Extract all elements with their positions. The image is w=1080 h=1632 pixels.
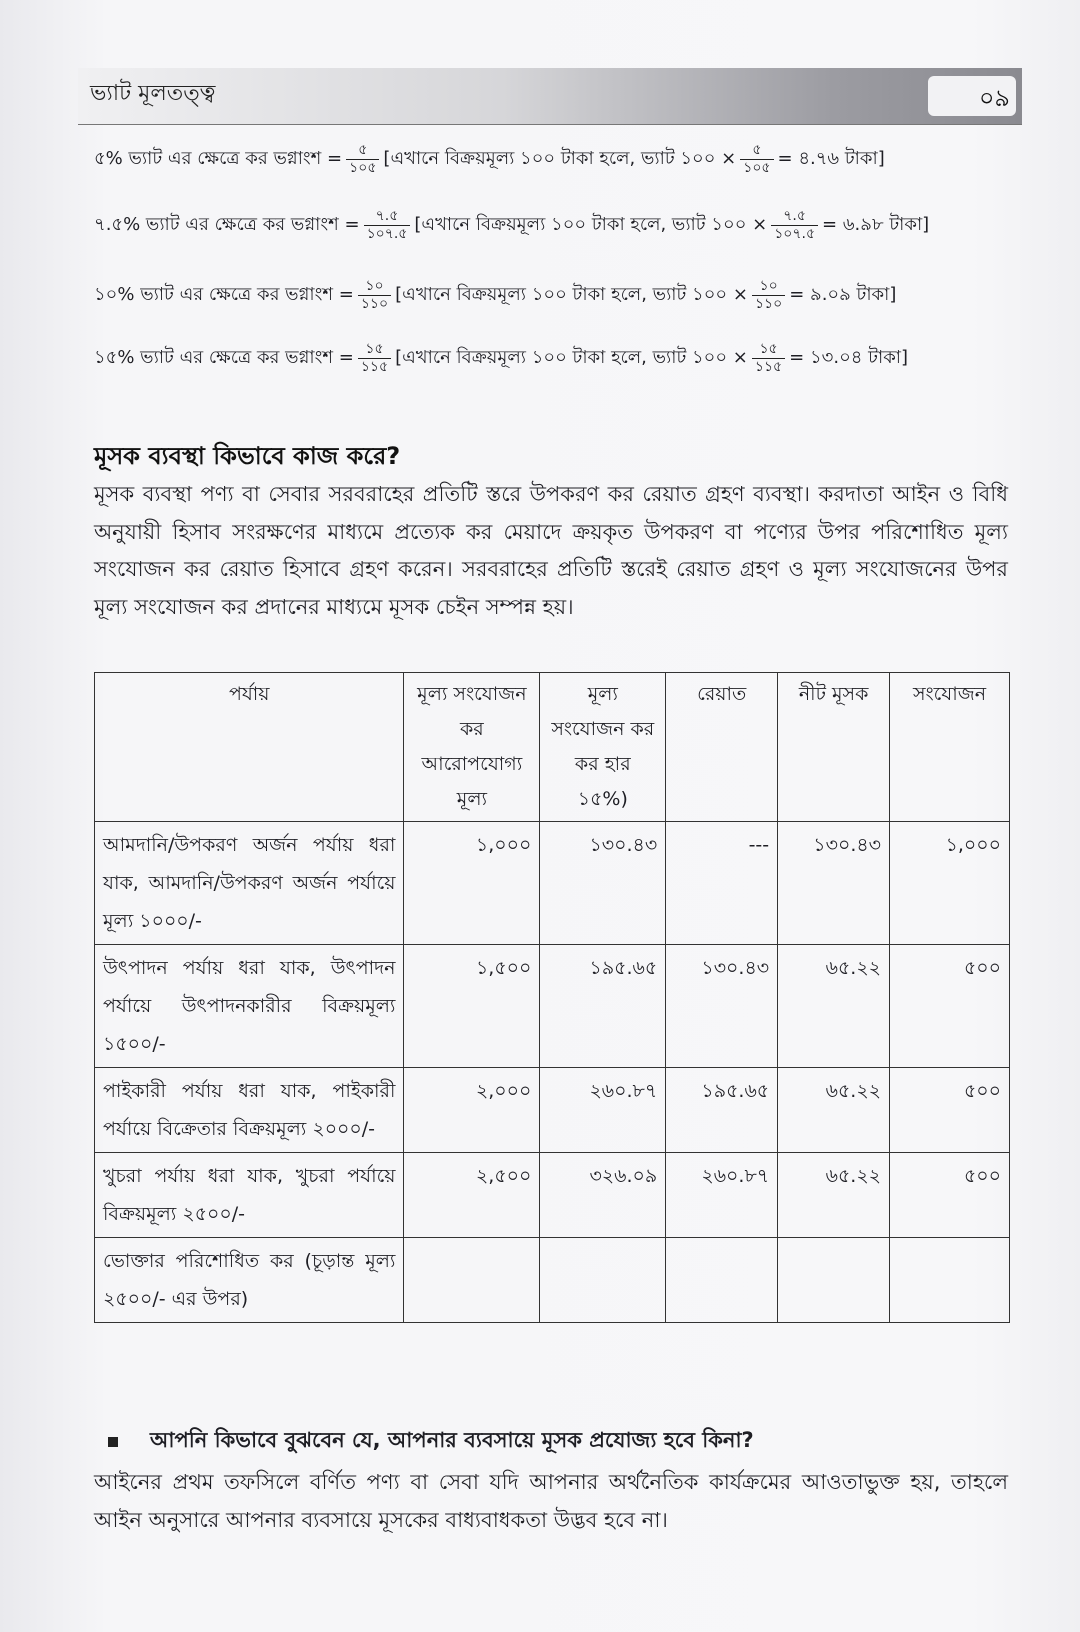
vat-cell: ১৩০.৪৩: [540, 822, 666, 945]
fraction: [752, 278, 785, 313]
section-heading: মূসক ব্যবস্থা কিভাবে কাজ করে?: [94, 442, 401, 470]
column-header: মূল্য সংযোজন কর কর হার ১৫%): [540, 673, 666, 822]
fraction-denominator: ১১০: [752, 295, 785, 313]
net-vat-cell: [778, 1238, 890, 1323]
fraction-numerator: ৫: [358, 141, 368, 158]
running-header-bar: [78, 68, 1022, 125]
fraction: [364, 208, 411, 243]
rebate-cell: ---: [666, 822, 778, 945]
question-text: আপনি কিভাবে বুঝবেন যে, আপনার ব্যবসায়ে মূসক প্রযোজ্য হবে কিনা?: [150, 1428, 754, 1452]
fraction-denominator: ১০৫: [346, 159, 379, 177]
rebate-cell: ১৯৫.৬৫: [666, 1068, 778, 1153]
net-vat-cell: ১৩০.৪৩: [778, 822, 890, 945]
addition-cell: ১,০০০: [890, 822, 1010, 945]
formula-explanation: [এখানে বিক্রয়মূল্য ১০০ টাকা হলে, ভ্যাট ১০০ ×: [395, 283, 748, 305]
rebate-cell: ১৩০.৪৩: [666, 945, 778, 1068]
stage-cell: ভোক্তার পরিশোধিত কর (চূড়ান্ত মূল্য ২৫০০/- এর উপর): [95, 1238, 404, 1323]
fraction-numerator: ১৫: [759, 340, 778, 357]
net-vat-cell: ৬৫.২২: [778, 945, 890, 1068]
fraction: [346, 142, 379, 177]
fraction-denominator: ১০৭.৫: [771, 225, 818, 243]
table-header-row: [95, 673, 1010, 822]
value-cell: [404, 1238, 540, 1323]
formula-result: = ৬.৯৮ টাকা]: [822, 213, 930, 235]
fraction: [752, 341, 785, 376]
table-row: [95, 822, 1010, 945]
formula-result: = ৯.০৯ টাকা]: [789, 283, 897, 305]
formula-result: = ১৩.০৪ টাকা]: [789, 346, 909, 368]
fraction-denominator: ১১৫: [752, 358, 785, 376]
fraction-denominator: ১০৭.৫: [364, 225, 411, 243]
formula-line: [94, 134, 885, 184]
fraction: [358, 278, 391, 313]
formula-line: [94, 333, 908, 383]
page-number: ০৯: [978, 84, 1010, 112]
rebate-cell: ২৬০.৮৭: [666, 1153, 778, 1238]
formula-line: [94, 200, 929, 250]
fraction-numerator: ১০: [365, 277, 384, 294]
net-vat-cell: ৬৫.২২: [778, 1153, 890, 1238]
addition-cell: ৫০০: [890, 1153, 1010, 1238]
stage-cell: খুচরা পর্যায় ধরা যাক, খুচরা পর্যায়ে বিক্রয়মূল্য ২৫০০/-: [95, 1153, 404, 1238]
running-header-title: ভ্যাট মূলতত্ত্ব: [90, 81, 216, 106]
addition-cell: ৫০০: [890, 945, 1010, 1068]
vat-cell: ২৬০.৮৭: [540, 1068, 666, 1153]
formula-explanation: [এখানে বিক্রয়মূল্য ১০০ টাকা হলে, ভ্যাট ১০০ ×: [395, 346, 748, 368]
formula-prefix: ৫% ভ্যাট এর ক্ষেত্রে কর ভগ্নাংশ =: [94, 147, 343, 169]
bullet-square-icon: [108, 1437, 118, 1447]
formula-explanation: [এখানে বিক্রয়মূল্য ১০০ টাকা হলে, ভ্যাট ১০০ ×: [414, 213, 768, 235]
addition-cell: [890, 1238, 1010, 1323]
column-header: মূল্য সংযোজন কর আরোপযোগ্য মূল্য: [404, 673, 540, 822]
rebate-cell: [666, 1238, 778, 1323]
stage-cell: পাইকারী পর্যায় ধরা যাক, পাইকারী পর্যায়ে বিক্রেতার বিক্রয়মূল্য ২০০০/-: [95, 1068, 404, 1153]
fraction-denominator: ১১৫: [358, 358, 391, 376]
stage-cell: উৎপাদন পর্যায় ধরা যাক, উৎপাদন পর্যায়ে উৎপাদনকারীর বিক্রয়মূল্য ১৫০০/-: [95, 945, 404, 1068]
net-vat-cell: ৬৫.২২: [778, 1068, 890, 1153]
table-row: [95, 945, 1010, 1068]
vat-cell: ৩২৬.০৯: [540, 1153, 666, 1238]
answer-paragraph: আইনের প্রথম তফসিলে বর্ণিত পণ্য বা সেবা যদি আপনার অর্থনৈতিক কার্যক্রমের আওতাভুক্ত হয়, তাহলে আইন অনুসারে আপনার ব্যবসায়ে মূসকের বাধ্যবাধকতা উদ্ভব হবে না।: [94, 1470, 1008, 1532]
value-cell: ২,০০০: [404, 1068, 540, 1153]
value-cell: ২,৫০০: [404, 1153, 540, 1238]
value-cell: ১,৫০০: [404, 945, 540, 1068]
question-heading: [108, 1424, 754, 1459]
stage-cell: আমদানি/উপকরণ অর্জন পর্যায় ধরা যাক, আমদানি/উপকরণ অর্জন পর্যায়ে মূল্য ১০০০/-: [95, 822, 404, 945]
formula-line: [94, 270, 896, 320]
addition-cell: ৫০০: [890, 1068, 1010, 1153]
vat-chain-table: [94, 672, 1010, 1323]
fraction-numerator: ১০: [759, 277, 778, 294]
column-header: পর্যায়: [95, 673, 404, 822]
formula-explanation: [এখানে বিক্রয়মূল্য ১০০ টাকা হলে, ভ্যাট ১০০ ×: [383, 147, 737, 169]
fraction-denominator: ১০৫: [740, 159, 773, 177]
fraction: [740, 142, 773, 177]
column-header: সংযোজন: [890, 673, 1010, 822]
formula-prefix: ১৫% ভ্যাট এর ক্ষেত্রে কর ভগ্নাংশ =: [94, 346, 354, 368]
fraction-numerator: ৭.৫: [783, 207, 806, 224]
value-cell: ১,০০০: [404, 822, 540, 945]
vat-cell: [540, 1238, 666, 1323]
column-header: রেয়াত: [666, 673, 778, 822]
fraction-numerator: ৭.৫: [375, 207, 399, 224]
fraction-numerator: ৫: [752, 141, 762, 158]
fraction-numerator: ১৫: [365, 340, 384, 357]
section-paragraph: মূসক ব্যবস্থা পণ্য বা সেবার সরবরাহের প্রতিটি স্তরে উপকরণ কর রেয়াত গ্রহণ ব্যবস্থা। করদাতা আইন ও বিধি অনুযায়ী হিসাব সংরক্ষণের মাধ্যমে প্রত্যেক কর মেয়াদে ক্রয়কৃত উপকরণ বা পণ্যের উপর পরিশোধিত মূল্য সংযোজন কর রেয়াত হিসাবে গ্রহণ করেন। সরবরাহের প্রতিটি স্তরেই রেয়াত গ্রহণ ও মূল্য সংযোজনের উপর মূল্য সংযোজন কর প্রদানের মাধ্যমে মূসক চেইন সম্পন্ন হয়।: [94, 482, 1008, 619]
formula-prefix: ১০% ভ্যাট এর ক্ষেত্রে কর ভগ্নাংশ =: [94, 283, 354, 305]
fraction-denominator: ১১০: [358, 295, 391, 313]
formula-prefix: ৭.৫% ভ্যাট এর ক্ষেত্রে কর ভগ্নাংশ =: [94, 213, 360, 235]
fraction: [358, 341, 391, 376]
fraction: [771, 208, 818, 243]
column-header: নীট মূসক: [778, 673, 890, 822]
vat-cell: ১৯৫.৬৫: [540, 945, 666, 1068]
formula-result: = ৪.৭৬ টাকা]: [777, 147, 885, 169]
table-row: [95, 1153, 1010, 1238]
table-row: [95, 1068, 1010, 1153]
table-row: [95, 1238, 1010, 1323]
